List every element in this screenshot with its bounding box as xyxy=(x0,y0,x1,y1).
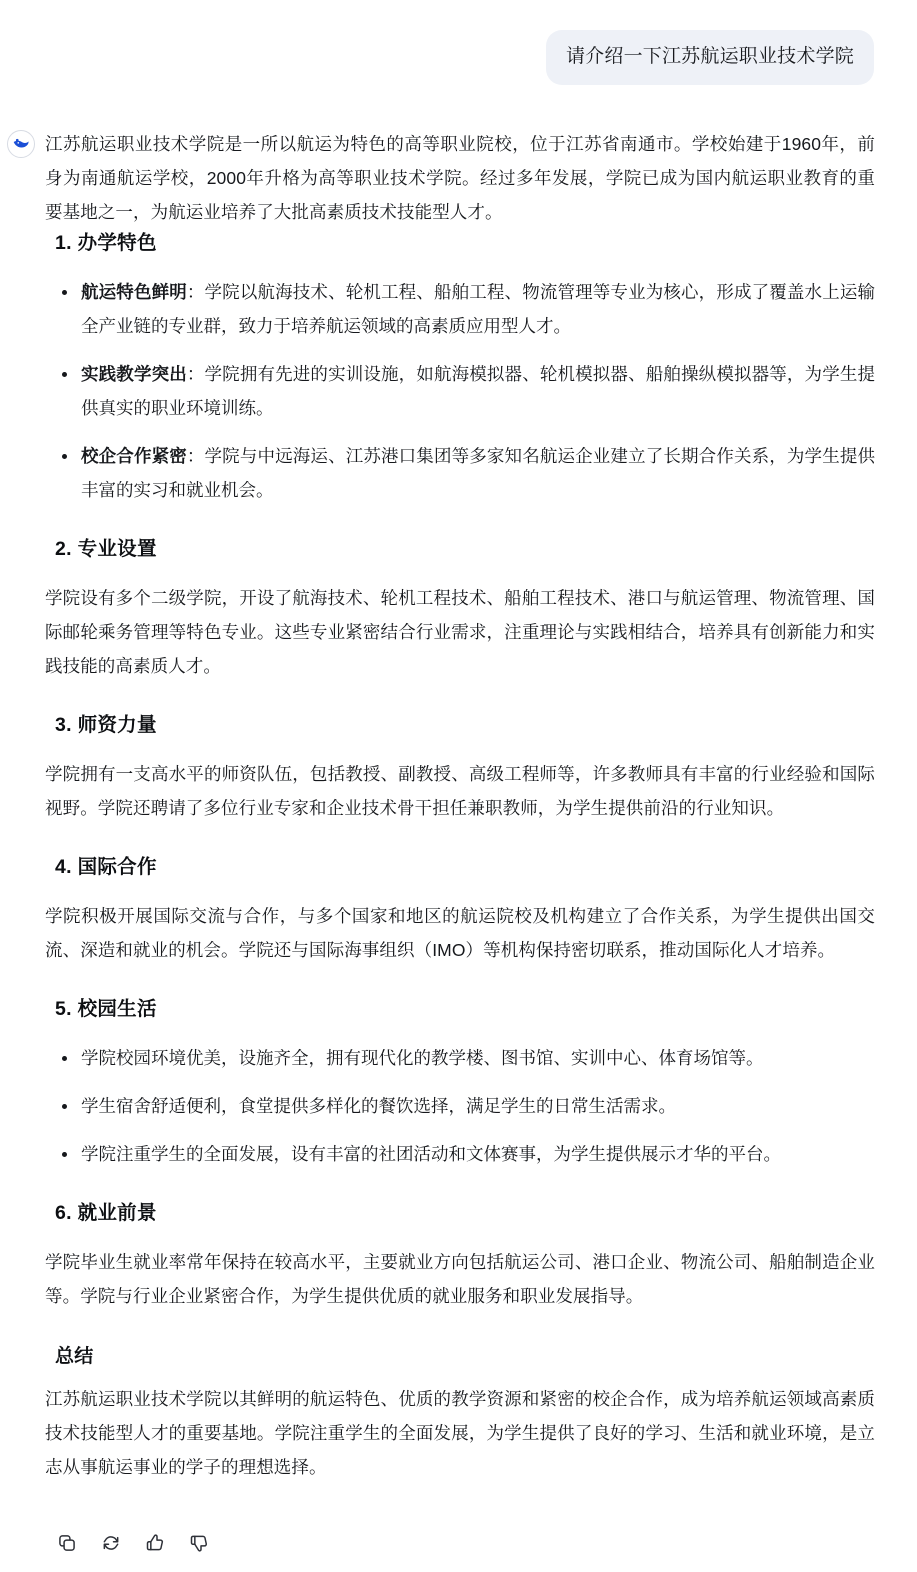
summary-paragraph: 江苏航运职业技术学院以其鲜明的航运特色、优质的教学资源和紧密的校企合作，成为培养航运领域高素质技术技能型人才的重要基地。学院注重学生的全面发展，为学生提供了良好的学习、生活和就业环境，是立志从事航运事业的学子的理想选择。 xyxy=(45,1388,875,1477)
user-message-bubble[interactable]: 请介绍一下江苏航运职业技术学院 xyxy=(546,30,874,85)
thumbs-up-button[interactable] xyxy=(144,1532,166,1554)
section-2-paragraph: 学院设有多个二级学院，开设了航海技术、轮机工程技术、船舶工程技术、港口与航运管理、物流管理、国际邮轮乘务管理等特色专业。这些专业紧密结合行业需求，注重理论与实践相结合，培养具有创新能力和实践技能的高素质人才。 xyxy=(45,587,875,676)
copy-icon xyxy=(57,1533,77,1553)
list-item xyxy=(55,357,875,425)
bullet-body: 学院校园环境优美，设施齐全，拥有现代化的教学楼、图书馆、实训中心、体育场馆等。 xyxy=(81,1047,764,1068)
whale-logo-icon xyxy=(11,134,31,154)
section-5 xyxy=(45,995,875,1171)
user-message-row xyxy=(0,0,897,85)
section-6 xyxy=(45,1199,875,1313)
section-4 xyxy=(45,853,875,967)
summary-section xyxy=(45,1341,875,1484)
thumbs-down-icon xyxy=(189,1533,209,1553)
bullet-body: ：学院与中远海运、江苏港口集团等多家知名航运企业建立了长期合作关系，为学生提供丰富的实习和就业机会。 xyxy=(81,445,876,500)
bullet-lead: 航运特色鲜明 xyxy=(81,281,187,302)
bullet-body: 学院注重学生的全面发展，设有丰富的社团活动和文体赛事，为学生提供展示才华的平台。 xyxy=(81,1143,781,1164)
bullet-lead: 校企合作紧密 xyxy=(81,445,187,466)
bullet-lead: 实践教学突出 xyxy=(81,363,187,384)
list-item xyxy=(55,275,875,343)
bullet-body: ：学院拥有先进的实训设施，如航海模拟器、轮机模拟器、船舶操纵模拟器等，为学生提供真实的职业环境训练。 xyxy=(81,363,876,418)
section-3-paragraph: 学院拥有一支高水平的师资队伍，包括教授、副教授、高级工程师等，许多教师具有丰富的行业经验和国际视野。学院还聘请了多位行业专家和企业技术骨干担任兼职教师，为学生提供前沿的行业知识。 xyxy=(45,763,875,818)
section-1 xyxy=(45,229,875,507)
list-item xyxy=(55,1089,875,1123)
regenerate-icon xyxy=(101,1533,121,1553)
thumbs-down-button[interactable] xyxy=(188,1532,210,1554)
assistant-message-body xyxy=(45,127,897,1572)
regenerate-button[interactable] xyxy=(100,1532,122,1554)
section-4-paragraph: 学院积极开展国际交流与合作，与多个国家和地区的航运院校及机构建立了合作关系，为学生提供出国交流、深造和就业的机会。学院还与国际海事组织（IMO）等机构保持密切联系，推动国际化人才培养。 xyxy=(45,905,875,960)
section-2-title: 2. 专业设置 xyxy=(55,537,157,560)
summary-title: 总结 xyxy=(55,1345,94,1367)
thumbs-up-icon xyxy=(145,1533,165,1553)
section-4-title: 4. 国际合作 xyxy=(55,855,157,878)
bullet-body: 学生宿舍舒适便利，食堂提供多样化的餐饮选择，满足学生的日常生活需求。 xyxy=(81,1095,676,1116)
message-action-bar xyxy=(45,1512,875,1572)
list-item xyxy=(55,1137,875,1171)
section-3-title: 3. 师资力量 xyxy=(55,713,157,736)
assistant-intro-paragraph: 江苏航运职业技术学院是一所以航运为特色的高等职业院校，位于江苏省南通市。学校始建于1960年，前身为南通航运学校，2000年升格为高等职业技术学院。经过多年发展，学院已成为国内航运职业教育的重要基地之一，为航运业培养了大批高素质技术技能型人才。 xyxy=(45,133,875,222)
section-6-paragraph: 学院毕业生就业率常年保持在较高水平，主要就业方向包括航运公司、港口企业、物流公司、船舶制造企业等。学院与行业企业紧密合作，为学生提供优质的就业服务和职业发展指导。 xyxy=(45,1251,875,1306)
section-6-title: 6. 就业前景 xyxy=(55,1201,157,1224)
section-3 xyxy=(45,711,875,825)
section-5-bullet-list xyxy=(45,1041,875,1171)
section-1-bullet-list xyxy=(45,275,875,507)
assistant-message-row xyxy=(0,85,897,1572)
section-5-title: 5. 校园生活 xyxy=(55,997,157,1020)
section-1-title: 1. 办学特色 xyxy=(55,231,157,254)
copy-button[interactable] xyxy=(56,1532,78,1554)
section-2 xyxy=(45,535,875,683)
list-item xyxy=(55,1041,875,1075)
assistant-avatar xyxy=(7,130,35,158)
bullet-body: ：学院以航海技术、轮机工程、船舶工程、物流管理等专业为核心，形成了覆盖水上运输全产业链的专业群，致力于培养航运领域的高素质应用型人才。 xyxy=(81,281,876,336)
list-item xyxy=(55,439,875,507)
